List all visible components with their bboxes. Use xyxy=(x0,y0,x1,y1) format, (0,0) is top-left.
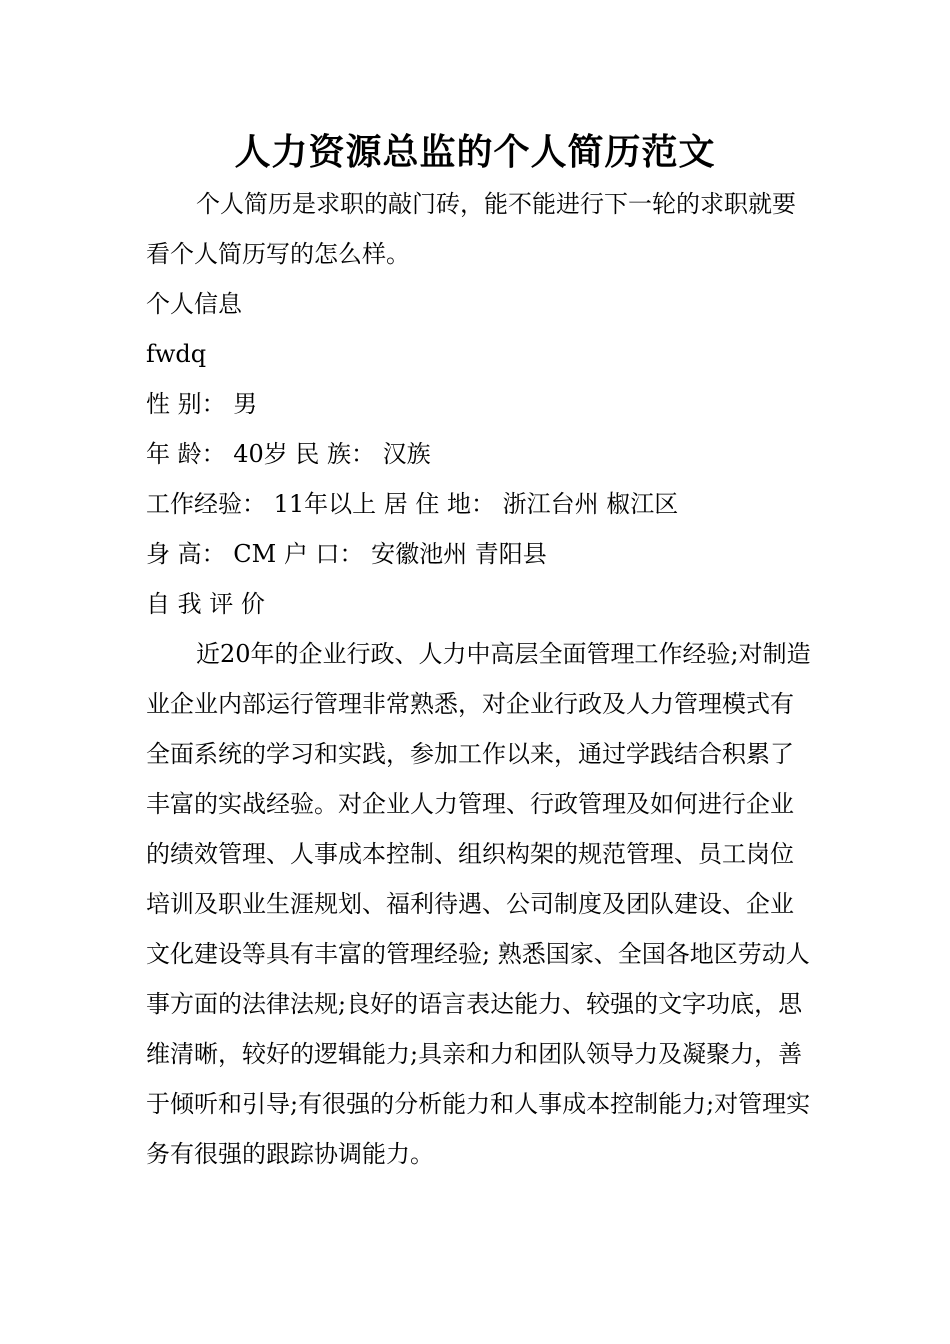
self-evaluation-paragraph: 近20年的企业行政、人力中高层全面管理工作经验;对制造业企业内部运行管理非常熟悉，对企业行政及人力管理模式有全面系统的学习和实践，参加工作以来，通过学践结合积累了丰富的实战经验。对企业人力管理、行政管理及如何进行企业的绩效管理、人事成本控制、组织构架的规范管理、员工岗位培训及职业生涯规划、福利待遇、公司制度及团队建设、企业文化建设等具有丰富的管理经验; 熟悉国家、全国各地区劳动人事方面的法律法规;良好的语言表达能力、较强的文字功底，思维清晰，较好的逻辑能力;具亲和力和团队领导力及凝聚力，善于倾听和引导;有很强的分析能力和人事成本控制能力;对管理实务有很强的跟踪协调能力。 xyxy=(146,640,811,1168)
age-ethnicity-line: 年 龄： 40岁 民 族： 汉族 xyxy=(146,440,431,468)
section-heading-self-evaluation: 自 我 评 价 xyxy=(146,590,265,618)
document-body xyxy=(146,179,816,1179)
document-title: 人力资源总监的个人简历范文 xyxy=(234,131,716,173)
section-heading-personal-info: 个人信息 xyxy=(146,290,242,318)
intro-paragraph: 个人简历是求职的敲门砖，能不能进行下一轮的求职就要看个人简历写的怎么样。 xyxy=(146,190,796,268)
experience-residence-line: 工作经验： 11年以上 居 住 地： 浙江台州 椒江区 xyxy=(146,490,679,518)
name-line: fwdq xyxy=(146,340,207,368)
gender-line: 性 别： 男 xyxy=(146,390,258,418)
height-hukou-line: 身 高： CM 户 口： 安徽池州 青阳县 xyxy=(146,540,547,568)
